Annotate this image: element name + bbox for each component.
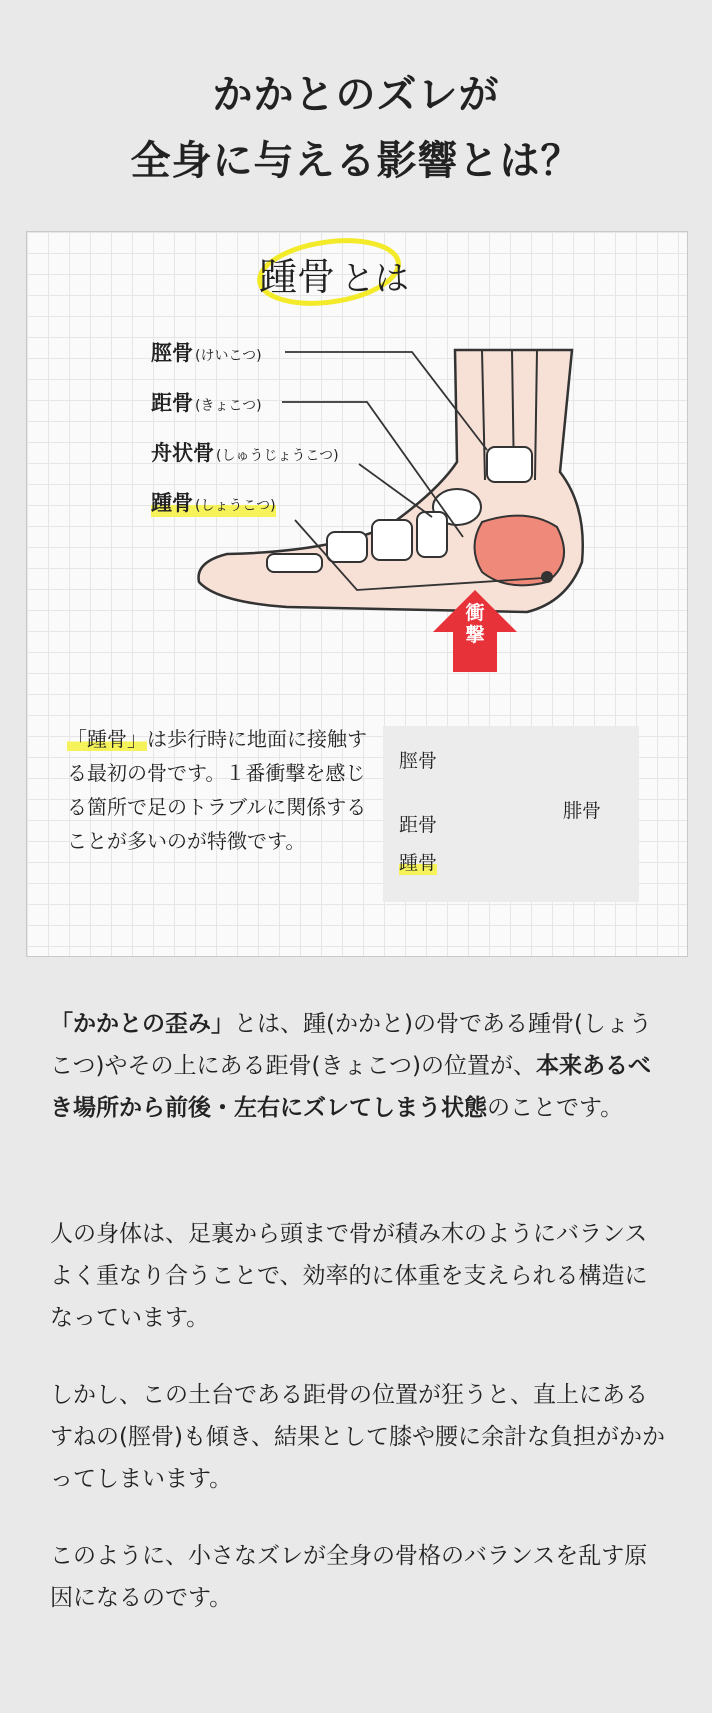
diagram-heading-suffix: とは xyxy=(341,259,410,299)
inset-back-view xyxy=(383,726,639,902)
inset-label-fibula: 腓骨 xyxy=(563,800,602,822)
page-title xyxy=(0,62,712,194)
note-text: は歩行時に地面に接触する最初の骨です。１番衝撃を感じる箇所で足のトラブルに関係することが多いのが特徴です。 xyxy=(67,727,367,853)
impact-label-char-2: 撃 xyxy=(465,624,485,646)
label-calcaneus xyxy=(151,487,276,517)
paragraph-1-text-1: とは、踵(かかと)の骨である踵骨(しょうこつ)やその上にある距骨(きょこつ)の位置が、 xyxy=(50,1011,652,1079)
paragraph-1-text-2: のことです。 xyxy=(487,1095,624,1121)
calcaneus-note xyxy=(67,722,367,858)
calcaneus-diagram-panel xyxy=(26,231,688,957)
diagram-heading xyxy=(259,246,409,301)
impact-label-char-1: 衝 xyxy=(465,602,485,624)
title-line-2: 全身に与える影響とは？ xyxy=(130,138,582,184)
inset-label-calcaneus: 踵骨 xyxy=(399,848,437,875)
label-navicular xyxy=(151,437,339,467)
label-tibia-name: 脛骨 xyxy=(151,341,193,365)
impact-label xyxy=(453,602,497,646)
paragraph-3: しかし、この土台である距骨の位置が狂うと、直上にあるすねの(脛骨)も傾き、結果として膝や腰に余計な負担がかかってしまいます。 xyxy=(50,1382,666,1492)
paragraph-2: 人の身体は、足裏から頭まで骨が積み木のようにバランスよく重なり合うことで、効率的に体重を支えられる構造になっています。 xyxy=(50,1221,648,1331)
paragraph-1-strong-2: 本来あるべき場所から前後・左右にズレてしまう状態 xyxy=(50,1053,651,1121)
paragraph-4: このように、小さなズレが全身の骨格のバランスを乱す原因になるのです。 xyxy=(50,1543,648,1611)
label-navicular-kana: (しゅうじょうこつ) xyxy=(216,448,339,464)
label-calcaneus-name: 踵骨 xyxy=(151,491,193,515)
paragraph-1-strong-1: 「かかとの歪み」 xyxy=(50,1011,234,1037)
label-tibia xyxy=(151,337,262,367)
paragraph-1 xyxy=(50,1003,670,1129)
note-highlight: 「踵骨」 xyxy=(67,727,147,751)
inset-label-talus: 距骨 xyxy=(399,814,438,836)
label-talus-name: 距骨 xyxy=(151,391,193,415)
label-navicular-name: 舟状骨 xyxy=(151,441,214,465)
label-tibia-kana: (けいこつ) xyxy=(195,348,262,364)
diagram-heading-main: 踵骨 xyxy=(259,255,336,299)
label-calcaneus-kana: (しょうこつ) xyxy=(195,498,276,514)
title-line-1: かかとのズレが xyxy=(212,72,500,118)
label-talus xyxy=(151,387,262,417)
label-talus-kana: (きょこつ) xyxy=(195,398,262,414)
inset-label-tibia: 脛骨 xyxy=(399,750,438,772)
